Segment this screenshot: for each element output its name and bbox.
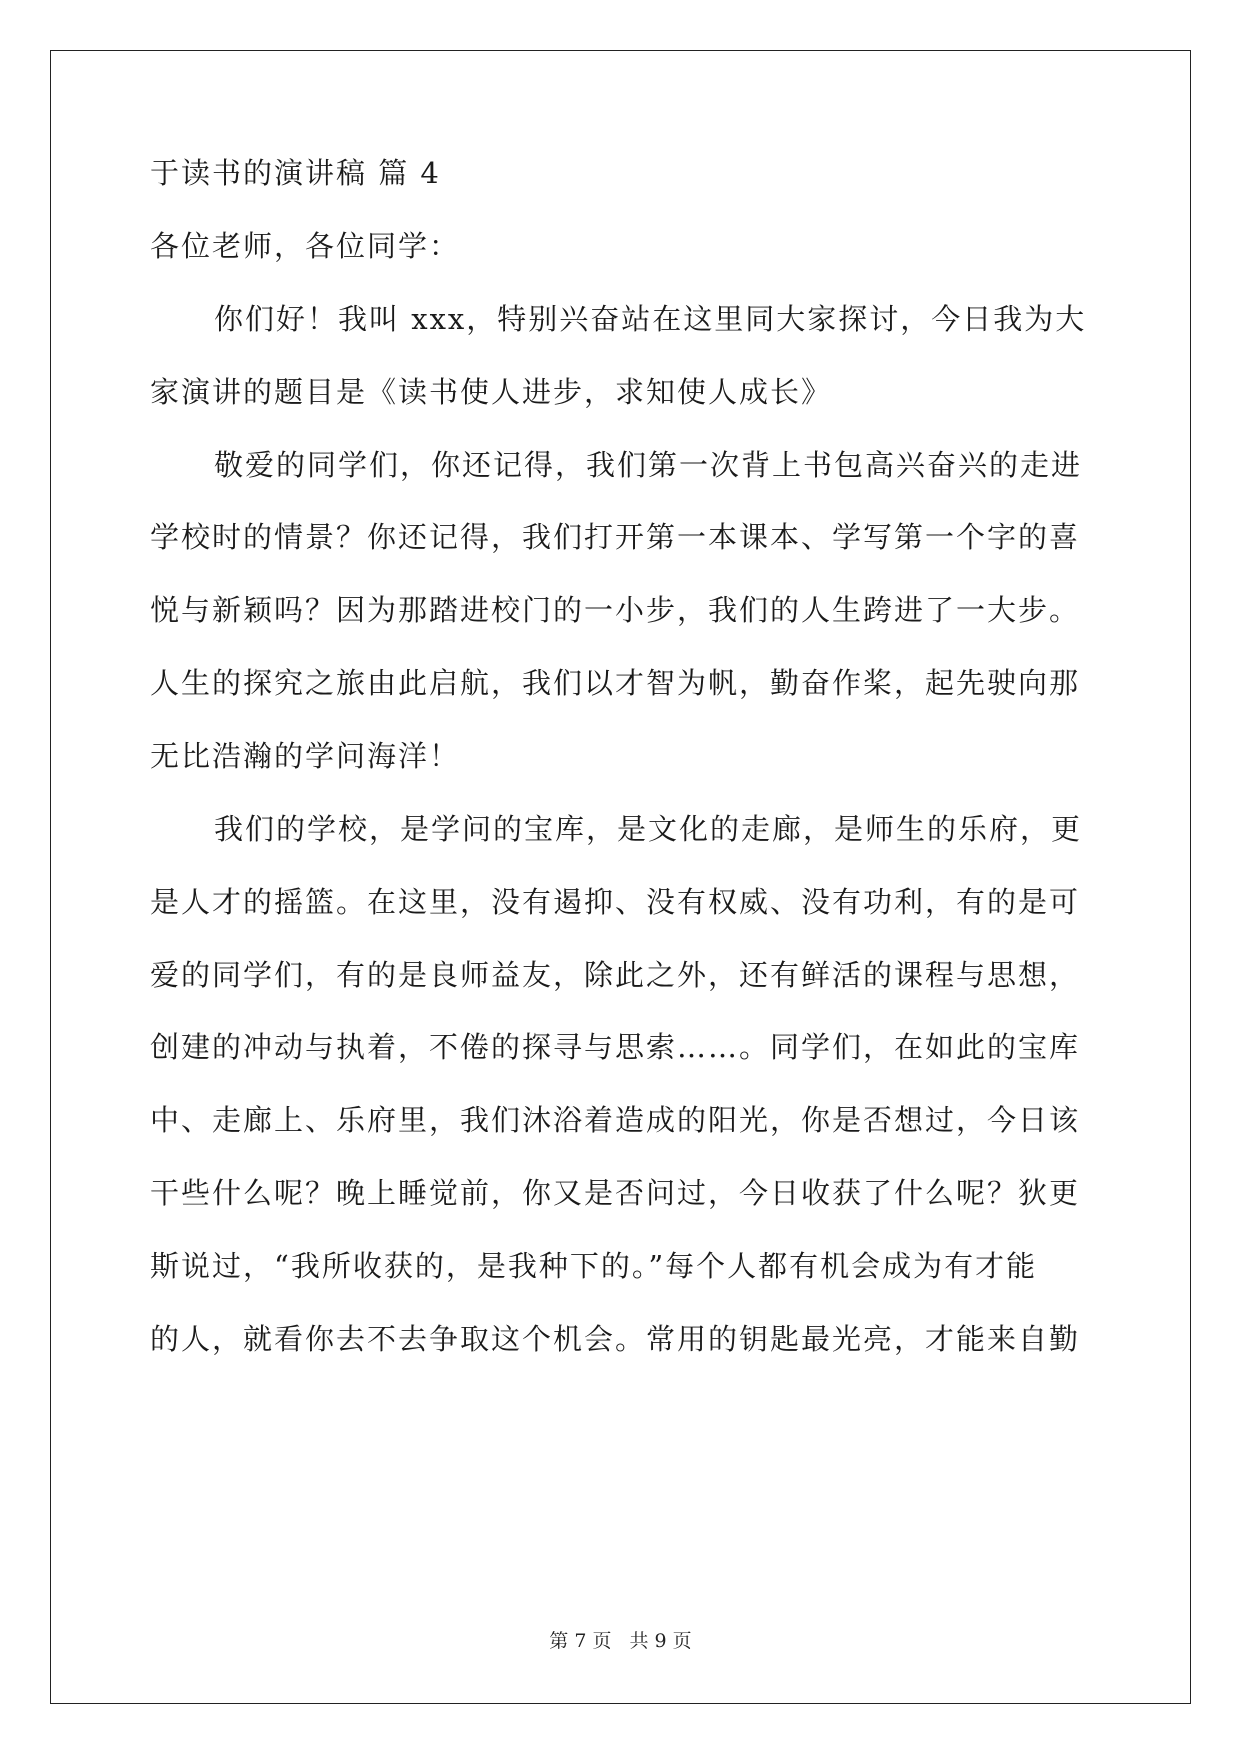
page-number: 第 7 页 [549,1630,612,1652]
body-line: 人生的探究之旅由此启航，我们以才智为帆，勤奋作桨，起先驶向那 [150,666,1081,700]
body-line: 敬爱的同学们，你还记得，我们第一次背上书包高兴奋兴的走进 [214,448,1083,482]
body-line: 无比浩瀚的学问海洋！ [150,739,461,773]
greeting-line: 各位老师，各位同学： [150,229,461,263]
body-line: 悦与新颖吗？因为那踏进校门的一小步，我们的人生跨进了一大步。 [150,593,1081,627]
page-footer [0,1626,1241,1653]
body-line: 干些什么呢？晚上睡觉前，你又是否问过，今日收获了什么呢？狄更 [150,1176,1081,1210]
body-line: 爱的同学们，有的是良师益友，除此之外，还有鲜活的课程与思想， [150,958,1081,992]
body-line: 你们好！我叫 xxx，特别兴奋站在这里同大家探讨，今日我为大 [214,302,1087,336]
body-line: 创建的冲动与执着，不倦的探寻与思索……。同学们，在如此的宝库 [150,1030,1081,1064]
body-line: 是人才的摇篮。在这里，没有遏抑、没有权威、没有功利，有的是可 [150,885,1081,919]
body-line: 我们的学校，是学问的宝库，是文化的走廊，是师生的乐府，更 [214,812,1083,846]
page-total: 共 9 页 [629,1630,692,1652]
body-line: 的人，就看你去不去争取这个机会。常用的钥匙最光亮，才能来自勤 [150,1322,1081,1356]
body-line: 家演讲的题目是《读书使人进步，求知使人成长》 [150,375,833,409]
body-line: 中、走廊上、乐府里，我们沐浴着造成的阳光，你是否想过，今日该 [150,1103,1081,1137]
document-title: 于读书的演讲稿 篇 4 [150,156,441,190]
body-line: 斯说过，“我所收获的，是我种下的。”每个人都有机会成为有才能 [150,1249,1038,1283]
body-line: 学校时的情景？你还记得，我们打开第一本课本、学写第一个字的喜 [150,520,1081,554]
